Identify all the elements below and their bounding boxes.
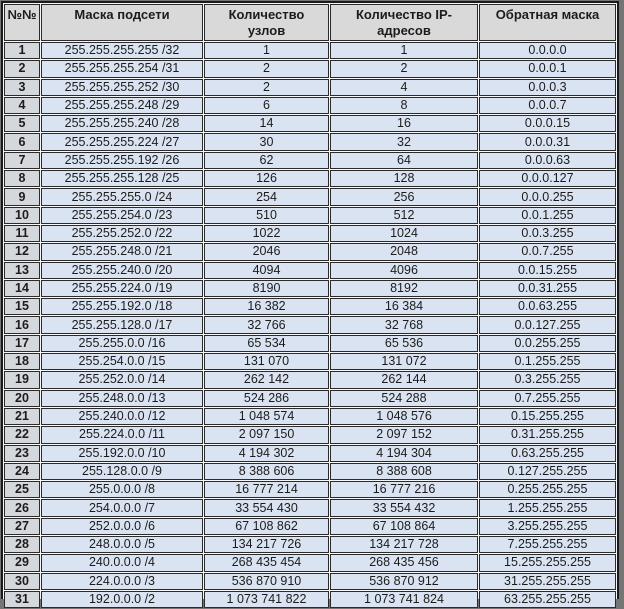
- table-row: [4, 280, 616, 297]
- col-header-host-count: Количество узлов: [204, 4, 329, 41]
- subnet-table-container: [1, 1, 619, 607]
- wildcard-mask-cell: 0.7.255.255: [479, 390, 616, 407]
- ip-count-cell: 1024: [330, 225, 478, 242]
- host-count-cell: 33 554 430: [204, 499, 329, 516]
- host-count-cell: 8 388 606: [204, 463, 329, 480]
- col-header-subnet-mask: [41, 4, 203, 41]
- table-row: [4, 60, 616, 77]
- host-count-cell: 8190: [204, 280, 329, 297]
- table-row: [4, 371, 616, 388]
- host-count-cell: 4 194 302: [204, 445, 329, 462]
- table-row: [4, 42, 616, 59]
- row-number-cell: 31: [4, 591, 40, 608]
- row-number-cell: 10: [4, 207, 40, 224]
- table-row: [4, 390, 616, 407]
- row-number-cell: 29: [4, 554, 40, 571]
- ip-count-cell: 16 777 216: [330, 481, 478, 498]
- wildcard-mask-cell: 0.1.255.255: [479, 353, 616, 370]
- subnet-mask-cell: 255.252.0.0 /14: [41, 371, 203, 388]
- row-number-cell: 4: [4, 97, 40, 114]
- table-row: [4, 499, 616, 516]
- host-count-cell: 1022: [204, 225, 329, 242]
- subnet-mask-cell: 255.255.254.0 /23: [41, 207, 203, 224]
- subnet-mask-cell: 255.224.0.0 /11: [41, 426, 203, 443]
- table-row: [4, 207, 616, 224]
- table-row: [4, 408, 616, 425]
- col-header-wildcard-mask: [479, 4, 616, 41]
- host-count-cell: 4094: [204, 262, 329, 279]
- host-count-cell: 510: [204, 207, 329, 224]
- host-count-cell: 2046: [204, 243, 329, 260]
- row-number-cell: 28: [4, 536, 40, 553]
- ip-count-cell: 134 217 728: [330, 536, 478, 553]
- subnet-mask-cell: 255.255.255.240 /28: [41, 115, 203, 132]
- subnet-mask-cell: 255.255.128.0 /17: [41, 316, 203, 333]
- table-row: [4, 188, 616, 205]
- wildcard-mask-cell: 0.255.255.255: [479, 481, 616, 498]
- ip-count-cell: 16 384: [330, 298, 478, 315]
- row-number-cell: 19: [4, 371, 40, 388]
- row-number-cell: 5: [4, 115, 40, 132]
- ip-count-cell: 32: [330, 133, 478, 150]
- subnet-mask-cell: 255.255.255.252 /30: [41, 79, 203, 96]
- host-count-cell: 134 217 726: [204, 536, 329, 553]
- subnet-mask-cell: 255.255.224.0 /19: [41, 280, 203, 297]
- host-count-cell: 1: [204, 42, 329, 59]
- table-row: [4, 426, 616, 443]
- host-count-cell: 16 777 214: [204, 481, 329, 498]
- ip-count-cell: 33 554 432: [330, 499, 478, 516]
- wildcard-mask-cell: 15.255.255.255: [479, 554, 616, 571]
- subnet-mask-cell: 255.255.255.248 /29: [41, 97, 203, 114]
- ip-count-cell: 1: [330, 42, 478, 59]
- table-row: [4, 170, 616, 187]
- row-number-cell: 2: [4, 60, 40, 77]
- col-header-wildcard-mask-label: Обратная маска: [495, 7, 600, 22]
- row-number-cell: 15: [4, 298, 40, 315]
- wildcard-mask-cell: 3.255.255.255: [479, 518, 616, 535]
- ip-count-cell: 4096: [330, 262, 478, 279]
- wildcard-mask-cell: 0.3.255.255: [479, 371, 616, 388]
- table-row: [4, 536, 616, 553]
- wildcard-mask-cell: 0.0.1.255: [479, 207, 616, 224]
- table-row: [4, 115, 616, 132]
- row-number-cell: 26: [4, 499, 40, 516]
- subnet-mask-cell: 255.254.0.0 /15: [41, 353, 203, 370]
- subnet-mask-cell: 255.255.248.0 /21: [41, 243, 203, 260]
- subnet-mask-cell: 255.255.255.128 /25: [41, 170, 203, 187]
- table-row: [4, 133, 616, 150]
- table-body: [4, 42, 616, 608]
- wildcard-mask-cell: 0.0.0.255: [479, 188, 616, 205]
- wildcard-mask-cell: 0.0.0.63: [479, 152, 616, 169]
- host-count-cell: 2: [204, 60, 329, 77]
- header-row: [4, 4, 616, 41]
- row-number-cell: 12: [4, 243, 40, 260]
- table-row: [4, 298, 616, 315]
- ip-count-cell: 268 435 456: [330, 554, 478, 571]
- ip-count-cell: 67 108 864: [330, 518, 478, 535]
- wildcard-mask-cell: 0.0.0.15: [479, 115, 616, 132]
- host-count-cell: 32 766: [204, 316, 329, 333]
- ip-count-cell: 32 768: [330, 316, 478, 333]
- row-number-cell: 11: [4, 225, 40, 242]
- table-row: [4, 335, 616, 352]
- col-header-number: [4, 4, 40, 41]
- ip-count-cell: 8: [330, 97, 478, 114]
- wildcard-mask-cell: 7.255.255.255: [479, 536, 616, 553]
- row-number-cell: 9: [4, 188, 40, 205]
- row-number-cell: 30: [4, 573, 40, 590]
- table-row: [4, 463, 616, 480]
- row-number-cell: 16: [4, 316, 40, 333]
- host-count-cell: 14: [204, 115, 329, 132]
- ip-count-cell: 256: [330, 188, 478, 205]
- table-row: [4, 481, 616, 498]
- ip-count-cell: 512: [330, 207, 478, 224]
- host-count-cell: 1 073 741 822: [204, 591, 329, 608]
- wildcard-mask-cell: 0.0.3.255: [479, 225, 616, 242]
- table-row: [4, 152, 616, 169]
- row-number-cell: 7: [4, 152, 40, 169]
- table-row: [4, 79, 616, 96]
- ip-count-cell: 2: [330, 60, 478, 77]
- ip-count-cell: 65 536: [330, 335, 478, 352]
- host-count-cell: 254: [204, 188, 329, 205]
- subnet-mask-cell: 255.248.0.0 /13: [41, 390, 203, 407]
- row-number-cell: 6: [4, 133, 40, 150]
- table-row: [4, 225, 616, 242]
- ip-count-cell: 524 288: [330, 390, 478, 407]
- table-row: [4, 262, 616, 279]
- row-number-cell: 23: [4, 445, 40, 462]
- subnet-mask-cell: 255.255.0.0 /16: [41, 335, 203, 352]
- subnet-mask-table: [3, 3, 617, 609]
- subnet-mask-cell: 255.192.0.0 /10: [41, 445, 203, 462]
- subnet-mask-cell: 255.240.0.0 /12: [41, 408, 203, 425]
- host-count-cell: 2 097 150: [204, 426, 329, 443]
- row-number-cell: 13: [4, 262, 40, 279]
- subnet-mask-cell: 255.255.252.0 /22: [41, 225, 203, 242]
- subnet-mask-cell: 192.0.0.0 /2: [41, 591, 203, 608]
- col-header-ip-count: Количество IP- адресов: [330, 4, 478, 41]
- subnet-mask-cell: 255.255.255.254 /31: [41, 60, 203, 77]
- table-row: [4, 353, 616, 370]
- row-number-cell: 21: [4, 408, 40, 425]
- ip-count-cell: 262 144: [330, 371, 478, 388]
- row-number-cell: 25: [4, 481, 40, 498]
- wildcard-mask-cell: 0.0.0.1: [479, 60, 616, 77]
- ip-count-cell: 4: [330, 79, 478, 96]
- host-count-cell: 536 870 910: [204, 573, 329, 590]
- wildcard-mask-cell: 1.255.255.255: [479, 499, 616, 516]
- wildcard-mask-cell: 0.0.31.255: [479, 280, 616, 297]
- table-header: [4, 4, 616, 41]
- ip-count-cell: 8 388 608: [330, 463, 478, 480]
- subnet-mask-cell: 255.255.255.255 /32: [41, 42, 203, 59]
- wildcard-mask-cell: 0.0.63.255: [479, 298, 616, 315]
- ip-count-cell: 2048: [330, 243, 478, 260]
- wildcard-mask-cell: 0.15.255.255: [479, 408, 616, 425]
- ip-count-cell: 8192: [330, 280, 478, 297]
- subnet-mask-cell: 252.0.0.0 /6: [41, 518, 203, 535]
- ip-count-cell: 2 097 152: [330, 426, 478, 443]
- row-number-cell: 8: [4, 170, 40, 187]
- host-count-cell: 1 048 574: [204, 408, 329, 425]
- wildcard-mask-cell: 31.255.255.255: [479, 573, 616, 590]
- ip-count-cell: 4 194 304: [330, 445, 478, 462]
- wildcard-mask-cell: 0.0.0.31: [479, 133, 616, 150]
- host-count-cell: 126: [204, 170, 329, 187]
- table-row: [4, 573, 616, 590]
- wildcard-mask-cell: 0.0.0.7: [479, 97, 616, 114]
- ip-count-cell: 1 073 741 824: [330, 591, 478, 608]
- host-count-cell: 62: [204, 152, 329, 169]
- ip-count-cell: 131 072: [330, 353, 478, 370]
- wildcard-mask-cell: 0.0.7.255: [479, 243, 616, 260]
- subnet-mask-cell: 255.0.0.0 /8: [41, 481, 203, 498]
- wildcard-mask-cell: 0.0.0.0: [479, 42, 616, 59]
- table-row: [4, 518, 616, 535]
- row-number-cell: 14: [4, 280, 40, 297]
- host-count-cell: 524 286: [204, 390, 329, 407]
- wildcard-mask-cell: 0.63.255.255: [479, 445, 616, 462]
- row-number-cell: 18: [4, 353, 40, 370]
- row-number-cell: 1: [4, 42, 40, 59]
- col-header-subnet-mask-label: Маска подсети: [74, 7, 170, 22]
- subnet-mask-cell: 254.0.0.0 /7: [41, 499, 203, 516]
- wildcard-mask-cell: 0.127.255.255: [479, 463, 616, 480]
- row-number-cell: 20: [4, 390, 40, 407]
- subnet-mask-cell: 255.255.192.0 /18: [41, 298, 203, 315]
- col-header-number-label: №№: [7, 7, 37, 22]
- wildcard-mask-cell: 0.0.0.127: [479, 170, 616, 187]
- subnet-mask-cell: 255.255.255.192 /26: [41, 152, 203, 169]
- table-row: [4, 97, 616, 114]
- row-number-cell: 22: [4, 426, 40, 443]
- table-row: [4, 316, 616, 333]
- host-count-cell: 67 108 862: [204, 518, 329, 535]
- host-count-cell: 2: [204, 79, 329, 96]
- host-count-cell: 30: [204, 133, 329, 150]
- wildcard-mask-cell: 0.0.127.255: [479, 316, 616, 333]
- table-row: [4, 243, 616, 260]
- subnet-mask-cell: 224.0.0.0 /3: [41, 573, 203, 590]
- subnet-mask-cell: 248.0.0.0 /5: [41, 536, 203, 553]
- host-count-cell: 131 070: [204, 353, 329, 370]
- host-count-cell: 262 142: [204, 371, 329, 388]
- ip-count-cell: 1 048 576: [330, 408, 478, 425]
- host-count-cell: 65 534: [204, 335, 329, 352]
- ip-count-cell: 536 870 912: [330, 573, 478, 590]
- subnet-mask-cell: 255.255.240.0 /20: [41, 262, 203, 279]
- row-number-cell: 3: [4, 79, 40, 96]
- table-row: [4, 591, 616, 608]
- wildcard-mask-cell: 0.0.15.255: [479, 262, 616, 279]
- row-number-cell: 24: [4, 463, 40, 480]
- subnet-mask-cell: 255.255.255.224 /27: [41, 133, 203, 150]
- host-count-cell: 268 435 454: [204, 554, 329, 571]
- row-number-cell: 17: [4, 335, 40, 352]
- wildcard-mask-cell: 63.255.255.255: [479, 591, 616, 608]
- subnet-mask-cell: 240.0.0.0 /4: [41, 554, 203, 571]
- host-count-cell: 6: [204, 97, 329, 114]
- table-row: [4, 445, 616, 462]
- wildcard-mask-cell: 0.0.0.3: [479, 79, 616, 96]
- subnet-mask-cell: 255.128.0.0 /9: [41, 463, 203, 480]
- wildcard-mask-cell: 0.31.255.255: [479, 426, 616, 443]
- wildcard-mask-cell: 0.0.255.255: [479, 335, 616, 352]
- table-row: [4, 554, 616, 571]
- subnet-mask-cell: 255.255.255.0 /24: [41, 188, 203, 205]
- host-count-cell: 16 382: [204, 298, 329, 315]
- ip-count-cell: 128: [330, 170, 478, 187]
- ip-count-cell: 64: [330, 152, 478, 169]
- row-number-cell: 27: [4, 518, 40, 535]
- ip-count-cell: 16: [330, 115, 478, 132]
